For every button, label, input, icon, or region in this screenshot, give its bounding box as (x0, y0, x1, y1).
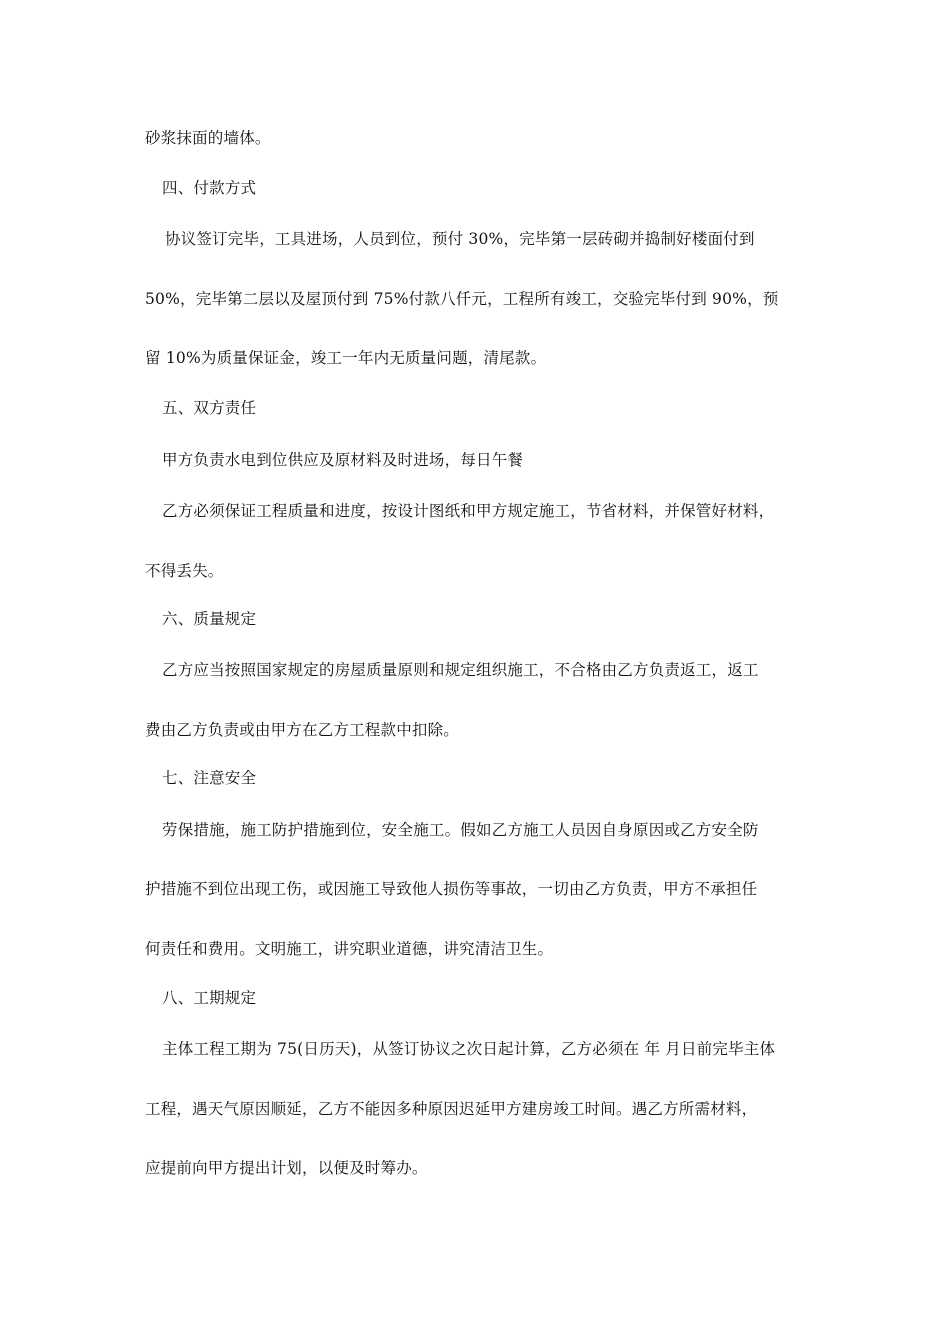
paragraph-line: 工程，遇天气原因顺延，乙方不能因多种原因迟延甲方建房竣工时间。遇乙方所需材料， (145, 1100, 758, 1118)
paragraph-line: 主体工程工期为 75(日历天)，从签订协议之次日起计算，乙方必须在 年 月日前完毕主体 (162, 1040, 776, 1058)
paragraph-line: 乙方必须保证工程质量和进度，按设计图纸和甲方规定施工，节省材料，并保管好材料， (162, 502, 775, 520)
section-heading-safety: 七、注意安全 (162, 769, 257, 787)
paragraph-line: 乙方应当按照国家规定的房屋质量原则和规定组织施工，不合格由乙方负责返工，返工 (162, 661, 759, 679)
section-heading-responsibilities: 五、双方责任 (162, 399, 257, 417)
paragraph-line: 护措施不到位出现工伤，或因施工导致他人损伤等事故，一切由乙方负责，甲方不承担任 (145, 880, 758, 898)
paragraph-line: 不得丢失。 (145, 562, 224, 580)
section-heading-quality: 六、质量规定 (162, 610, 257, 628)
paragraph-line: 留 10%为质量保证金，竣工一年内无质量问题，清尾款。 (145, 349, 547, 367)
paragraph-line: 协议签订完毕，工具进场，人员到位，预付 30%，完毕第一层砖砌并捣制好楼面付到 (165, 230, 755, 248)
paragraph-line: 何责任和费用。文明施工，讲究职业道德，讲究清洁卫生。 (145, 940, 554, 958)
paragraph-line: 甲方负责水电到位供应及原材料及时进场，每日午餐 (162, 451, 524, 469)
paragraph-line: 50%，完毕第二层以及屋顶付到 75%付款八仟元，工程所有竣工，交验完毕付到 90%，预 (145, 290, 779, 308)
paragraph-line: 应提前向甲方提出计划，以便及时筹办。 (145, 1159, 428, 1177)
paragraph-line: 费由乙方负责或由甲方在乙方工程款中扣除。 (145, 721, 460, 739)
section-heading-schedule: 八、工期规定 (162, 989, 257, 1007)
paragraph-line: 劳保措施，施工防护措施到位，安全施工。假如乙方施工人员因自身原因或乙方安全防 (162, 821, 759, 839)
section-heading-payment: 四、付款方式 (162, 179, 257, 197)
paragraph-line: 砂浆抹面的墙体。 (145, 129, 271, 147)
